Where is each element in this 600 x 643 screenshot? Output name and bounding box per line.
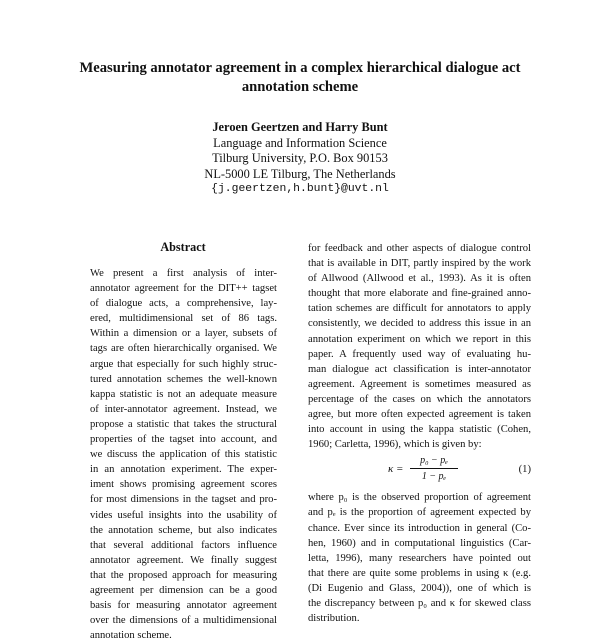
abstract-heading: Abstract: [160, 240, 206, 254]
abstract-line: ered, multidimensional set of 86 tags.: [90, 313, 277, 325]
body-text-line: agreement. Agreement is sometimes measured as: [308, 378, 531, 390]
abstract-line: annotator agreement for the DIT++ tagset: [90, 283, 277, 295]
body-text-line: consistently, we decided to address this issue in an: [308, 318, 531, 330]
body-text-line: (Di Eugenio and Glass, 2004)), one of which is: [308, 582, 531, 594]
abstract-line: properties of the tagset into account, and: [90, 434, 277, 446]
abstract-line: basis for measuring annotator agreement: [90, 600, 277, 612]
paper-title: Measuring annotator agreement in a complex hierarchical dialogue act annotation scheme: [79, 60, 521, 95]
abstract-line: of dialogue acts, a comprehensive, lay-: [90, 298, 277, 310]
right-column-text-before: [308, 241, 531, 452]
equation-number: (1): [518, 464, 531, 476]
abstract-line: tured annotation schemes the well-known: [90, 373, 277, 385]
body-text-line: and pₑ is the proportion of agreement expected by: [308, 507, 531, 519]
abstract-line: propose a statistic that takes the structural: [90, 418, 277, 430]
author-names: Jeroen Geertzen and Harry Bunt: [212, 120, 388, 134]
abstract-line: iment shows promising agreement scores: [90, 479, 277, 491]
body-text-line: chance. Ever since its introduction in general (Co-: [308, 522, 531, 534]
body-text-line: thought that more elaborate and fine-grained anno-: [308, 288, 531, 300]
equation-denominator: 1 − pₑ: [421, 471, 447, 483]
abstract-line: argue that especially for such highly struc-: [90, 358, 277, 370]
abstract-line: that several additional factors influence: [90, 539, 277, 551]
abstract-line: annotation scheme.: [90, 630, 172, 642]
author-block: [100, 120, 500, 198]
abstract-line: of inter-annotator agreement. Instead, we: [90, 403, 277, 415]
body-text-line: for feedback and other aspects of dialogue control: [308, 243, 531, 254]
abstract-line: for most dimensions in the tagset and pro-: [90, 494, 277, 506]
abstract-line: kappa statistic is not an adequate measure: [90, 388, 277, 400]
kappa-equation: [308, 454, 531, 486]
author-email: {j.geertzen,h.bunt}@uvt.nl: [211, 183, 389, 195]
abstract-line: annotator agreement. We finally suggest: [90, 554, 277, 566]
abstract-line: agreement per dimension can be a good: [90, 584, 277, 596]
body-text-line: distribution.: [308, 613, 360, 625]
body-text-line: the discrepancy between p₀ and κ for skewed class: [308, 597, 531, 609]
equation-fraction: [410, 454, 458, 483]
body-text-line: where p₀ is the observed proportion of agreement: [308, 492, 531, 504]
abstract-line: that the proposed approach for measuring: [90, 569, 277, 581]
body-text-line: of Allwood (Allwood et al., 1993). As it is often: [308, 273, 531, 285]
body-text-line: into account in using the kappa statistic (Cohen,: [308, 424, 531, 436]
abstract-line: over the dimensions of a multidimensional: [90, 615, 277, 627]
equation-numerator: p₀ − pₑ: [410, 454, 458, 469]
equation-lhs: κ =: [388, 463, 404, 476]
body-text-line: that is available in DIT, partly inspired by the work: [308, 258, 531, 270]
abstract-line: tags are often hierarchically organised. We: [90, 343, 277, 355]
body-text-line: hen, 1960) and in computational linguistics (Car-: [308, 537, 531, 549]
body-text-line: agree, but more often expected agreement is taken: [308, 409, 531, 421]
university: Tilburg University, P.O. Box 90153: [212, 151, 388, 165]
body-text-line: man dialogue act classification is inter-annotator: [308, 363, 531, 375]
body-text-line: annotation experiment on which we report in this: [308, 333, 531, 345]
body-text-line: that there are quite some problems in using κ (e.g.: [308, 567, 531, 579]
abstract-body: [90, 266, 277, 643]
abstract-line: we discuss the application of this statistic: [90, 449, 277, 461]
right-column: [308, 241, 531, 626]
abstract-line: in an annotation experiment. The exper-: [90, 464, 277, 476]
affiliation: Language and Information Science: [213, 135, 387, 150]
abstract-line: vides useful insights into the usability of: [90, 509, 277, 521]
body-text-line: tation schemes are difficult for annotators to apply: [308, 303, 531, 315]
body-text-line: letta, 1996), many researchers have pointed out: [308, 552, 531, 564]
postal-address: NL-5000 LE Tilburg, The Netherlands: [204, 166, 396, 181]
body-text-line: paper. A frequently used way of evaluating hu-: [308, 348, 531, 360]
abstract-line: Within a dimension or a layer, subsets of: [90, 328, 277, 340]
body-text-line: percentage of the cases on which the annotators: [308, 393, 531, 405]
body-text-line: 1960; Carletta, 1996), which is given by:: [308, 439, 482, 451]
abstract-line: We present a first analysis of inter-: [90, 268, 277, 279]
abstract-line: the annotation scheme, but also indicates: [90, 524, 277, 536]
right-column-text-after: [308, 490, 531, 626]
